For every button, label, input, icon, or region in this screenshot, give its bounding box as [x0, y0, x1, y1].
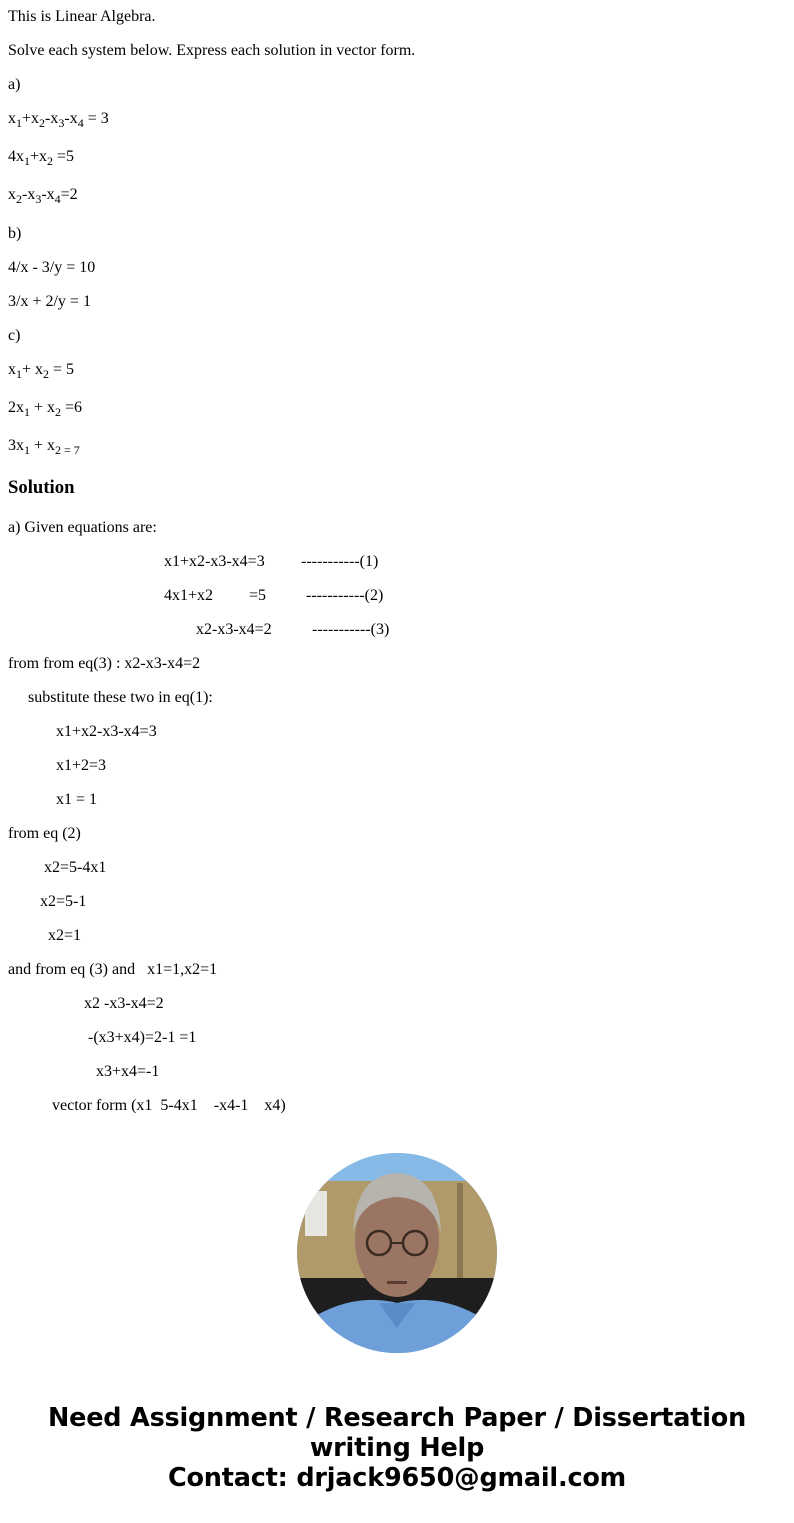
solution-step: x2=1 [48, 927, 82, 944]
solution-vector-form: vector form (x1 5-4x1 -x4-1 x4) [52, 1097, 286, 1114]
system-equation-3: x2-x3-x4=2 [196, 621, 272, 638]
solution-step: x1+2=3 [56, 757, 107, 774]
solution-step: x2=5-4x1 [44, 859, 107, 876]
system-equation-2: 4x1+x2 =5 [164, 587, 267, 604]
author-photo [297, 1153, 497, 1353]
system-equation-1: x1+x2-x3-x4=3 [164, 553, 265, 570]
solution-step: -(x3+x4)=2-1 =1 [88, 1029, 197, 1046]
intro-text: This is Linear Algebra. [8, 8, 156, 25]
solution-step: x2=5-1 [40, 893, 87, 910]
footer-line-1: Need Assignment / Research Paper / Dissertation [47, 1403, 747, 1433]
solution-step: x3+x4=-1 [96, 1063, 160, 1080]
system-equation-1-tag: -----------(1) [301, 553, 379, 570]
system-equation-2-tag: -----------(2) [306, 587, 384, 604]
part-b-equation-2: 3/x + 2/y = 1 [8, 293, 91, 310]
part-c-equation-2: $2x_1 + x_2 =6$ [8, 399, 83, 419]
solution-step: substitute these two in eq(1): [28, 689, 213, 706]
part-b-label: b) [8, 225, 22, 242]
part-b-equation-1: 4/x - 3/y = 10 [8, 259, 96, 276]
part-a-label: a) [8, 76, 21, 93]
solution-step: and from eq (3) and x1=1,x2=1 [8, 961, 218, 978]
solution-given-text: a) Given equations are: [8, 519, 157, 536]
solution-step: from eq (2) [8, 825, 81, 842]
part-c-label: c) [8, 327, 21, 344]
solution-step: x1+x2-x3-x4=3 [56, 723, 157, 740]
contact-footer [0, 1403, 794, 1493]
part-a-equation-2: $4x_1+x_2 =5$ [8, 148, 75, 168]
part-c-equation-3: $3x_1 + x_{2 = 7}$ [8, 437, 80, 457]
system-equation-3-tag: -----------(3) [312, 621, 390, 638]
solution-step: x1 = 1 [56, 791, 98, 808]
portrait-illustration [297, 1153, 497, 1353]
part-a-equation-1: $x_1+x_2-x_3-x_4 = 3$ [8, 110, 109, 130]
footer-contact-email: Contact: drjack9650@gmail.com [167, 1463, 627, 1493]
footer-line-2: writing Help [309, 1433, 485, 1463]
instruction-text: Solve each system below. Express each solution in vector form. [8, 42, 416, 59]
solution-step: x2 -x3-x4=2 [84, 995, 164, 1012]
solution-heading: Solution [8, 477, 75, 498]
part-c-equation-1: $x_1+ x_2 = 5$ [8, 361, 75, 381]
solution-step: from from eq(3) : x2-x3-x4=2 [8, 655, 201, 672]
part-a-equation-3: $x_2-x_3-x_4=2$ [8, 186, 78, 206]
